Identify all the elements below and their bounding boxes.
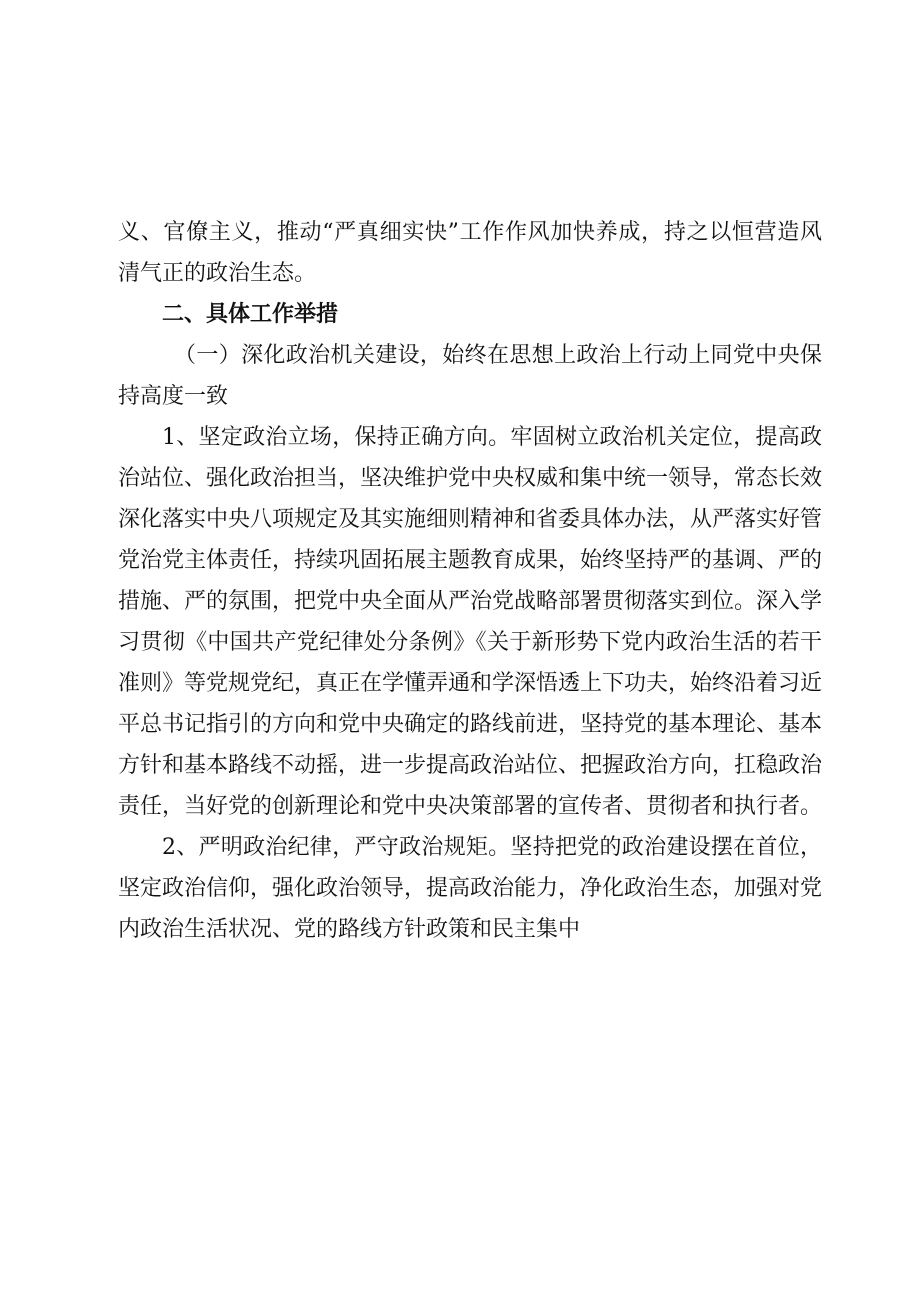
paragraph-2: 2、严明政治纪律，严守政治规矩。坚持把党的政治建设摆在首位，坚定政治信仰，强化政治领导，提高政治能力，净化政治生态，加强对党内政治生活状况、党的路线方针政策和民主集中 xyxy=(118,835,823,942)
continuation-paragraph: 义、官僚主义，推动“严真细实快”工作作风加快养成，持之以恒营造风清气正的政治生态。 xyxy=(118,220,822,286)
section-heading: 二、具体工作举措 xyxy=(162,302,339,327)
subsection-heading: （一）深化政治机关建设，始终在思想上政治上行动上同党中央保持高度一致 xyxy=(118,343,822,409)
paragraph-1: 1、坚定政治立场，保持正确方向。牢固树立政治机关定位，提高政治站位、强化政治担当，坚决维护党中央权威和集中统一领导，常态长效深化落实中央八项规定及其实施细则精神和省委具体办法，从严落实好管党治党主体责任，持续巩固拓展主题教育成果，始终坚持严的基调、严的措施、严的氛围，把党中央全面从严治党战略部署贯彻落实到位。深入学习贯彻《中国共产党纪律处分条例》《关于新形势下党内政治生活的若干准则》等党规党纪，真正在学懂弄通和学深悟透上下功夫，始终沿着习近平总书记指引的方向和党中央确定的路线前进，坚持党的基本理论、基本方针和基本路线不动摇，进一步提高政治站位、把握政治方向，扛稳政治责任，当好党的创新理论和党中央决策部署的宣传者、贯彻者和执行者。 xyxy=(118,425,823,819)
document-body xyxy=(118,212,822,950)
